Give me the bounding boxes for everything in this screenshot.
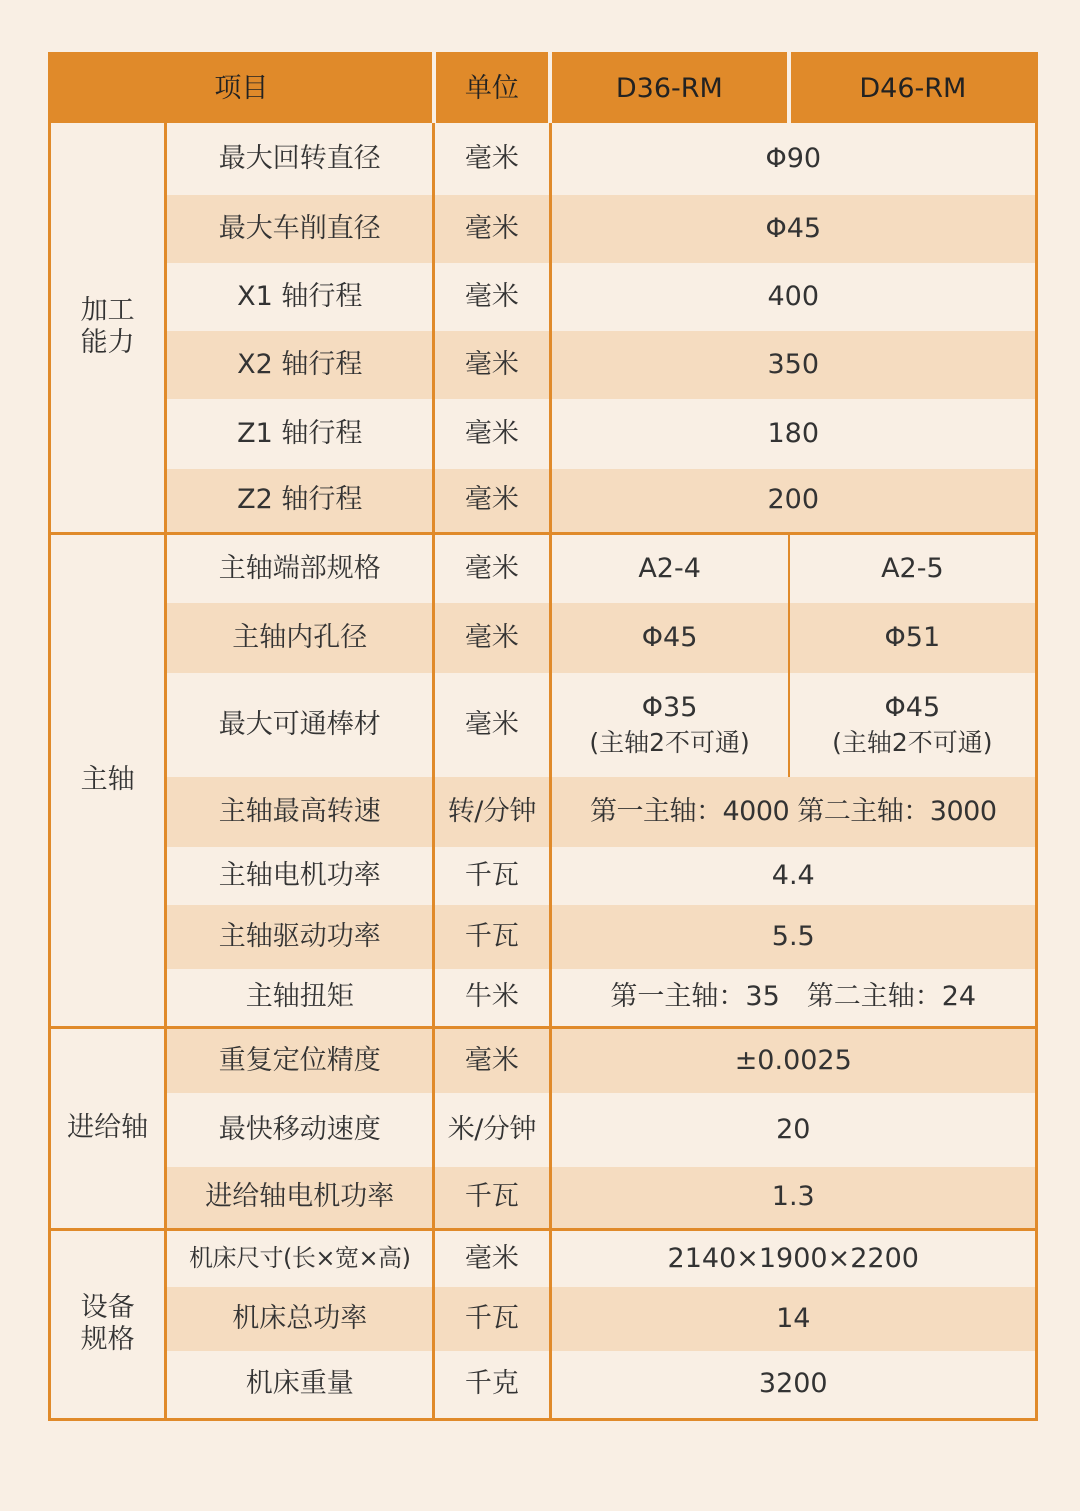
row-item: Z2 轴行程 <box>166 469 434 533</box>
row-item: 主轴电机功率 <box>166 847 434 905</box>
table-row <box>50 399 1037 469</box>
row-value: 400 <box>550 263 1037 331</box>
row-unit: 毫米 <box>434 331 550 399</box>
table-row <box>50 331 1037 399</box>
row-item: 主轴端部规格 <box>166 533 434 603</box>
row-unit: 转/分钟 <box>434 777 550 847</box>
table-row <box>50 969 1037 1027</box>
row-value: 1.3 <box>550 1167 1037 1229</box>
row-value: Φ90 <box>550 123 1037 195</box>
row-item: 机床重量 <box>166 1351 434 1419</box>
row-unit: 米/分钟 <box>434 1093 550 1167</box>
table-row <box>50 905 1037 969</box>
row-value: 20 <box>550 1093 1037 1167</box>
group-machining: 加工 能力 <box>50 123 166 533</box>
row-unit: 毫米 <box>434 1229 550 1287</box>
row-unit: 毫米 <box>434 533 550 603</box>
value-note: (主轴2不可通) <box>589 728 750 758</box>
row-unit: 牛米 <box>434 969 550 1027</box>
table-row <box>50 1093 1037 1167</box>
table-row <box>50 123 1037 195</box>
row-item: 最大可通棒材 <box>166 673 434 777</box>
header-unit: 单位 <box>434 54 550 124</box>
row-item: 机床总功率 <box>166 1287 434 1351</box>
row-value-d36 <box>550 673 789 777</box>
row-value: 200 <box>550 469 1037 533</box>
row-value: 350 <box>550 331 1037 399</box>
table-row <box>50 1351 1037 1419</box>
table-row <box>50 673 1037 777</box>
group-spindle: 主轴 <box>50 533 166 1027</box>
row-value: 3200 <box>550 1351 1037 1419</box>
row-item: 主轴驱动功率 <box>166 905 434 969</box>
table-row <box>50 195 1037 263</box>
row-unit: 毫米 <box>434 123 550 195</box>
value-main: Φ45 <box>884 691 941 723</box>
row-value: 5.5 <box>550 905 1037 969</box>
row-item: 最大回转直径 <box>166 123 434 195</box>
row-unit: 毫米 <box>434 469 550 533</box>
table-row <box>50 533 1037 603</box>
row-value: 2140×1900×2200 <box>550 1229 1037 1287</box>
row-item: 最大车削直径 <box>166 195 434 263</box>
table-row <box>50 847 1037 905</box>
group-feed: 进给轴 <box>50 1027 166 1229</box>
row-unit: 千克 <box>434 1351 550 1419</box>
header-item: 项目 <box>50 54 434 124</box>
spec-table <box>48 52 1038 1421</box>
row-item: 机床尺寸(长×宽×高) <box>166 1229 434 1287</box>
row-value: 4.4 <box>550 847 1037 905</box>
table-row <box>50 263 1037 331</box>
row-unit: 千瓦 <box>434 847 550 905</box>
table-row <box>50 1027 1037 1093</box>
table-row <box>50 777 1037 847</box>
row-value-d46: A2-5 <box>789 533 1037 603</box>
row-value: Φ45 <box>550 195 1037 263</box>
row-value: ±0.0025 <box>550 1027 1037 1093</box>
table-row <box>50 469 1037 533</box>
row-item: 重复定位精度 <box>166 1027 434 1093</box>
header-row <box>50 54 1037 124</box>
row-value: 180 <box>550 399 1037 469</box>
row-value-d36: Φ45 <box>550 603 789 673</box>
header-model-d46: D46-RM <box>789 54 1037 124</box>
row-value-d46 <box>789 673 1037 777</box>
table-row <box>50 1229 1037 1287</box>
value-main: Φ35 <box>641 691 698 723</box>
row-value-d36: A2-4 <box>550 533 789 603</box>
row-item: X1 轴行程 <box>166 263 434 331</box>
row-item: 主轴扭矩 <box>166 969 434 1027</box>
row-item: 最快移动速度 <box>166 1093 434 1167</box>
row-unit: 千瓦 <box>434 1287 550 1351</box>
row-item: 主轴最高转速 <box>166 777 434 847</box>
row-unit: 毫米 <box>434 1027 550 1093</box>
row-unit: 千瓦 <box>434 905 550 969</box>
row-item: 主轴内孔径 <box>166 603 434 673</box>
header-model-d36: D36-RM <box>550 54 789 124</box>
row-unit: 毫米 <box>434 603 550 673</box>
row-value: 14 <box>550 1287 1037 1351</box>
row-unit: 毫米 <box>434 195 550 263</box>
row-value: 第一主轴：4000 第二主轴：3000 <box>550 777 1037 847</box>
value-note: (主轴2不可通) <box>832 728 993 758</box>
group-equipment: 设备 规格 <box>50 1229 166 1419</box>
row-unit: 千瓦 <box>434 1167 550 1229</box>
row-unit: 毫米 <box>434 399 550 469</box>
spec-sheet <box>48 52 1038 1421</box>
row-unit: 毫米 <box>434 673 550 777</box>
row-item: Z1 轴行程 <box>166 399 434 469</box>
row-value-d46: Φ51 <box>789 603 1037 673</box>
table-row <box>50 1287 1037 1351</box>
row-item: 进给轴电机功率 <box>166 1167 434 1229</box>
row-item: X2 轴行程 <box>166 331 434 399</box>
row-value: 第一主轴：35 第二主轴：24 <box>550 969 1037 1027</box>
row-unit: 毫米 <box>434 263 550 331</box>
table-row <box>50 1167 1037 1229</box>
table-row <box>50 603 1037 673</box>
